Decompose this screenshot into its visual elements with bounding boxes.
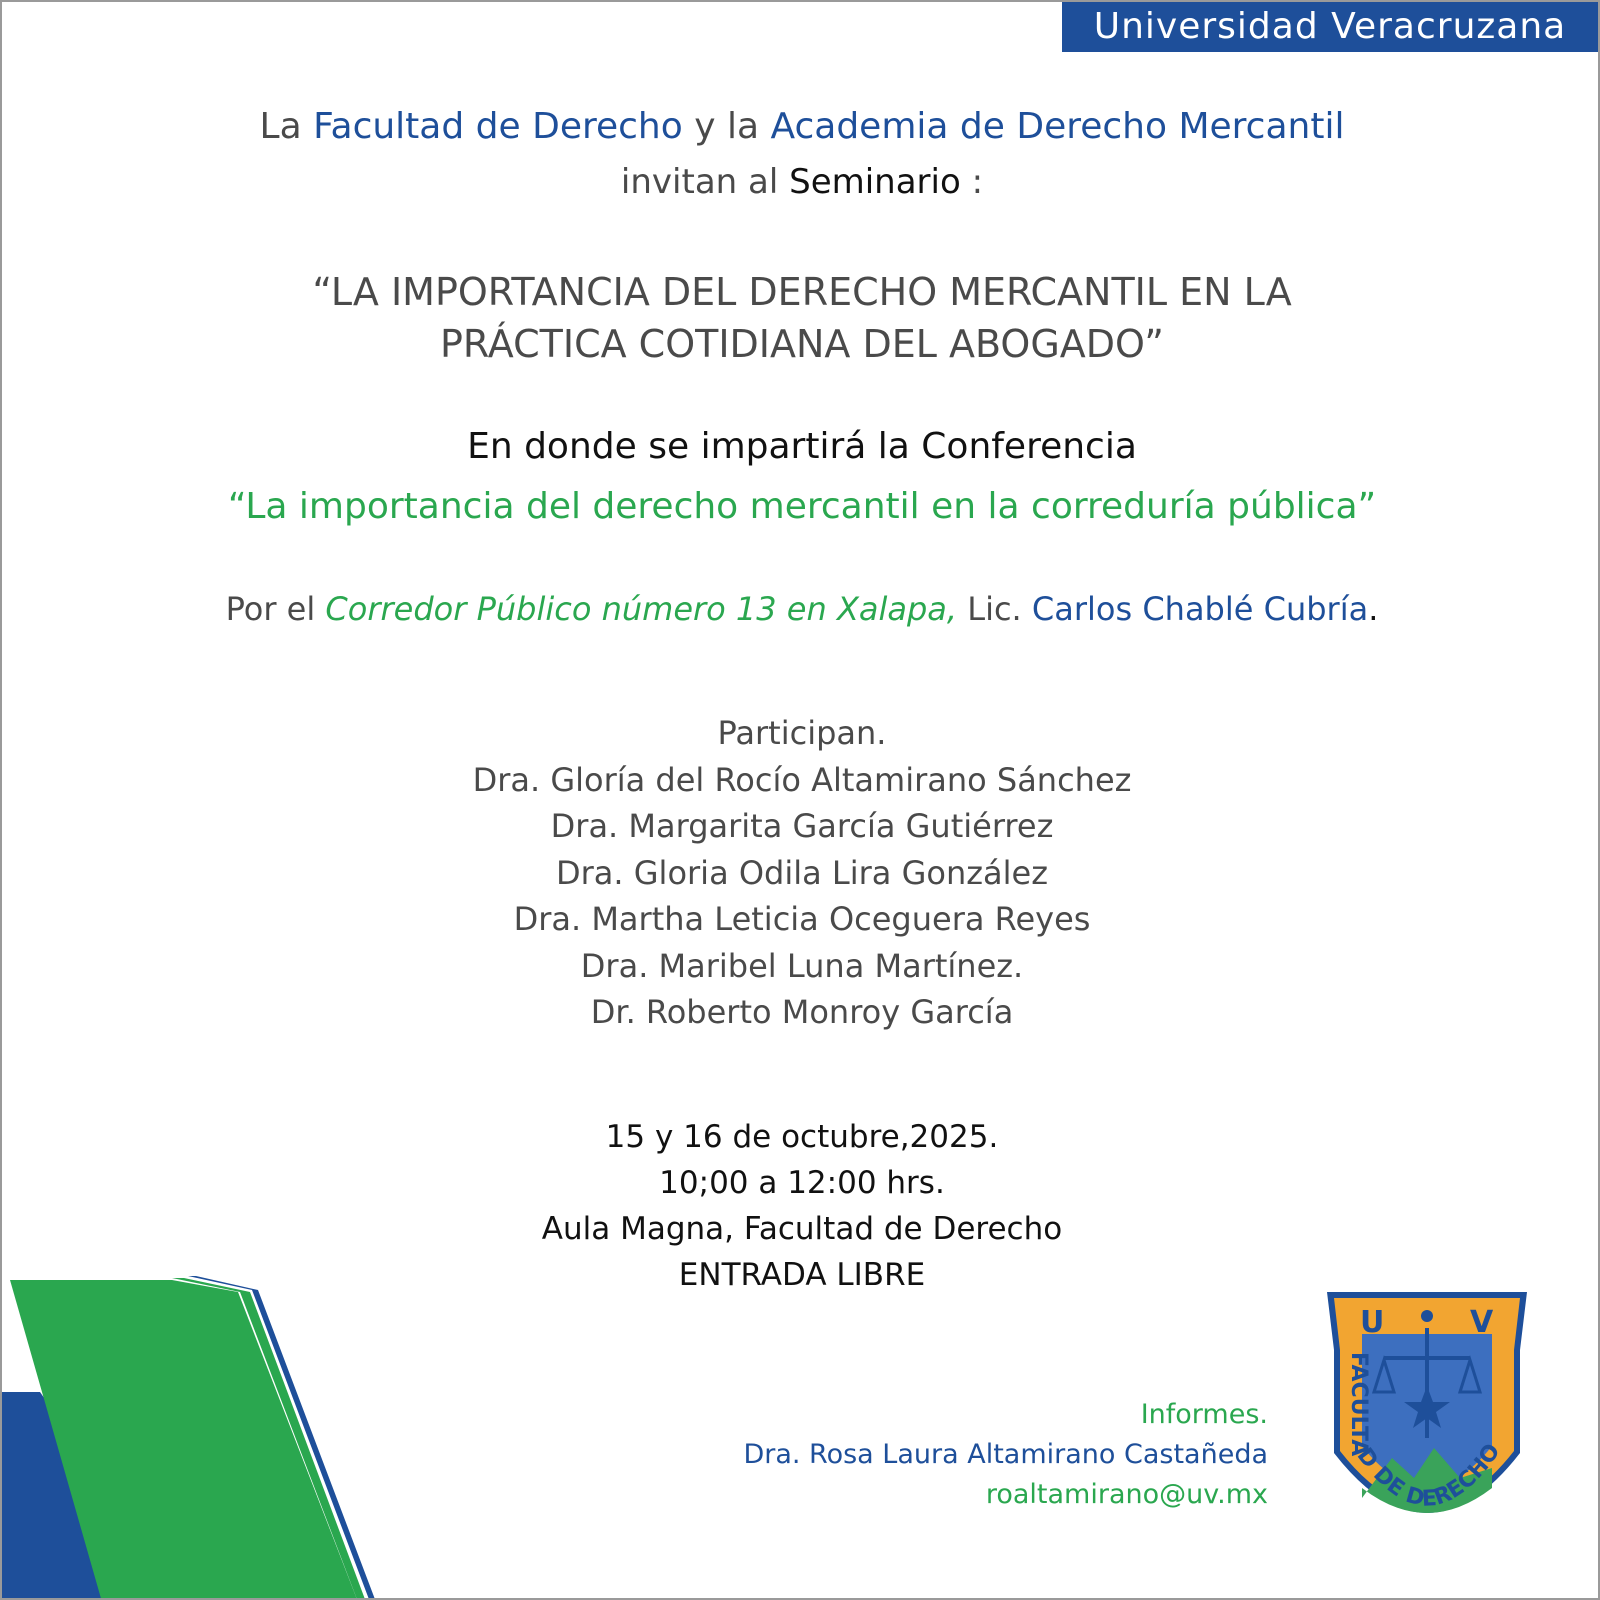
faculty-name: Facultad de Derecho — [313, 106, 683, 147]
participant-name: Dra. Maribel Luna Martínez. — [580, 946, 1024, 985]
participants-heading: Participan. — [717, 714, 887, 752]
speaker-name: Carlos Chablé Cubría — [1031, 590, 1369, 628]
conference-title: “La importancia del derecho mercantil en la correduría pública” — [227, 486, 1377, 527]
university-name: Universidad Veracruzana — [1093, 6, 1567, 47]
contact-name: Dra. Rosa Laura Altamirano Castañeda — [743, 1439, 1268, 1470]
faculty-crest — [1322, 1288, 1532, 1558]
invite-line — [2, 162, 1600, 202]
speaker-role: Corredor Público número 13 en Xalapa, — [325, 590, 958, 628]
participant-name: Dra. Martha Leticia Oceguera Reyes — [513, 900, 1091, 938]
scales-of-justice-icon — [1421, 1310, 1433, 1322]
event-time: 10;00 a 12:00 hrs. — [659, 1165, 945, 1201]
crest-letter-u: U — [1360, 1305, 1385, 1340]
event-admission: ENTRADA LIBRE — [678, 1257, 926, 1293]
colon: : — [960, 162, 984, 202]
contact-email[interactable]: roaltamirano@uv.mx — [985, 1479, 1268, 1510]
speaker-period: . — [1368, 590, 1379, 628]
hosts-line — [2, 106, 1600, 147]
invite-text: invitan al — [620, 162, 779, 202]
participant-name: Dra. Gloría del Rocío Altamirano Sánchez — [472, 760, 1132, 799]
conference-intro: En donde se impartirá la Conferencia — [467, 426, 1137, 467]
contact-info — [743, 1395, 1268, 1515]
participant-name: Dra. Gloria Odila Lira González — [556, 853, 1048, 892]
speaker-honorific: Lic. — [967, 590, 1022, 628]
word-la: La — [259, 106, 302, 147]
speaker-line — [2, 590, 1600, 628]
seminar-title-line-2: PRÁCTICA COTIDIANA DEL ABOGADO” — [440, 322, 1164, 366]
participant-name: Dr. Roberto Monroy García — [590, 993, 1014, 1031]
contact-label: Informes. — [1140, 1399, 1268, 1430]
crest-letter-v: V — [1470, 1305, 1494, 1340]
crest-arc-text: FACULTAD DE DERECHO — [1346, 1352, 1506, 1512]
university-banner — [1062, 2, 1598, 52]
corner-swoosh-decoration — [2, 1252, 382, 1600]
speaker-prefix: Por el — [225, 590, 316, 628]
event-type: Seminario — [789, 162, 961, 202]
event-venue: Aula Magna, Facultad de Derecho — [541, 1211, 1063, 1247]
word-y-la: y la — [694, 106, 760, 147]
participant-name: Dra. Margarita García Gutiérrez — [550, 807, 1054, 845]
academy-name: Academia de Derecho Mercantil — [770, 106, 1345, 147]
event-dates: 15 y 16 de octubre,2025. — [605, 1119, 999, 1155]
participants-list — [2, 710, 1600, 1036]
seminar-title-line-1: “LA IMPORTANCIA DEL DERECHO MERCANTIL EN LA — [312, 270, 1292, 314]
